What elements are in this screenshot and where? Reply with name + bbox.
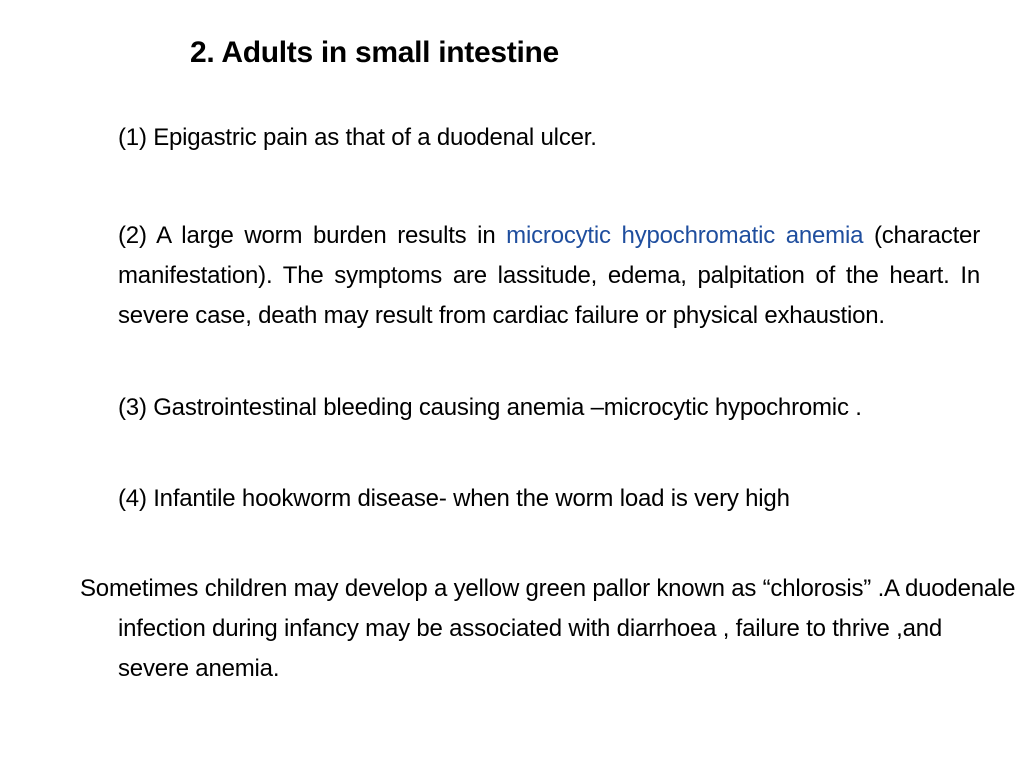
note-chlorosis: Sometimes children may develop a yellow green pallor known as “chlorosis” .A duodenale infection during infancy may be associated with diarrhoea , failure to thrive ,and severe anemia. xyxy=(80,575,1016,682)
highlight-microcytic-anemia: microcytic hypochromatic anemia xyxy=(506,222,864,249)
item-worm-burden-suffix: (character manifestation). The symptoms are lassitude, edema, palpitation of the heart. In severe case, death may result from cardiac failure or physical exhaustion. xyxy=(118,222,980,329)
item-worm-burden-prefix: (2) A large worm burden results in xyxy=(118,222,507,249)
item-epigastric-pain: (1) Epigastric pain as that of a duodenal ulcer. xyxy=(118,124,597,151)
slide-title: 2. Adults in small intestine xyxy=(190,36,559,69)
item-gi-bleeding: (3) Gastrointestinal bleeding causing anemia –microcytic hypochromic . xyxy=(118,394,862,421)
item-infantile-hookworm: (4) Infantile hookworm disease- when the worm load is very high xyxy=(118,485,790,512)
item-worm-burden xyxy=(118,216,980,336)
